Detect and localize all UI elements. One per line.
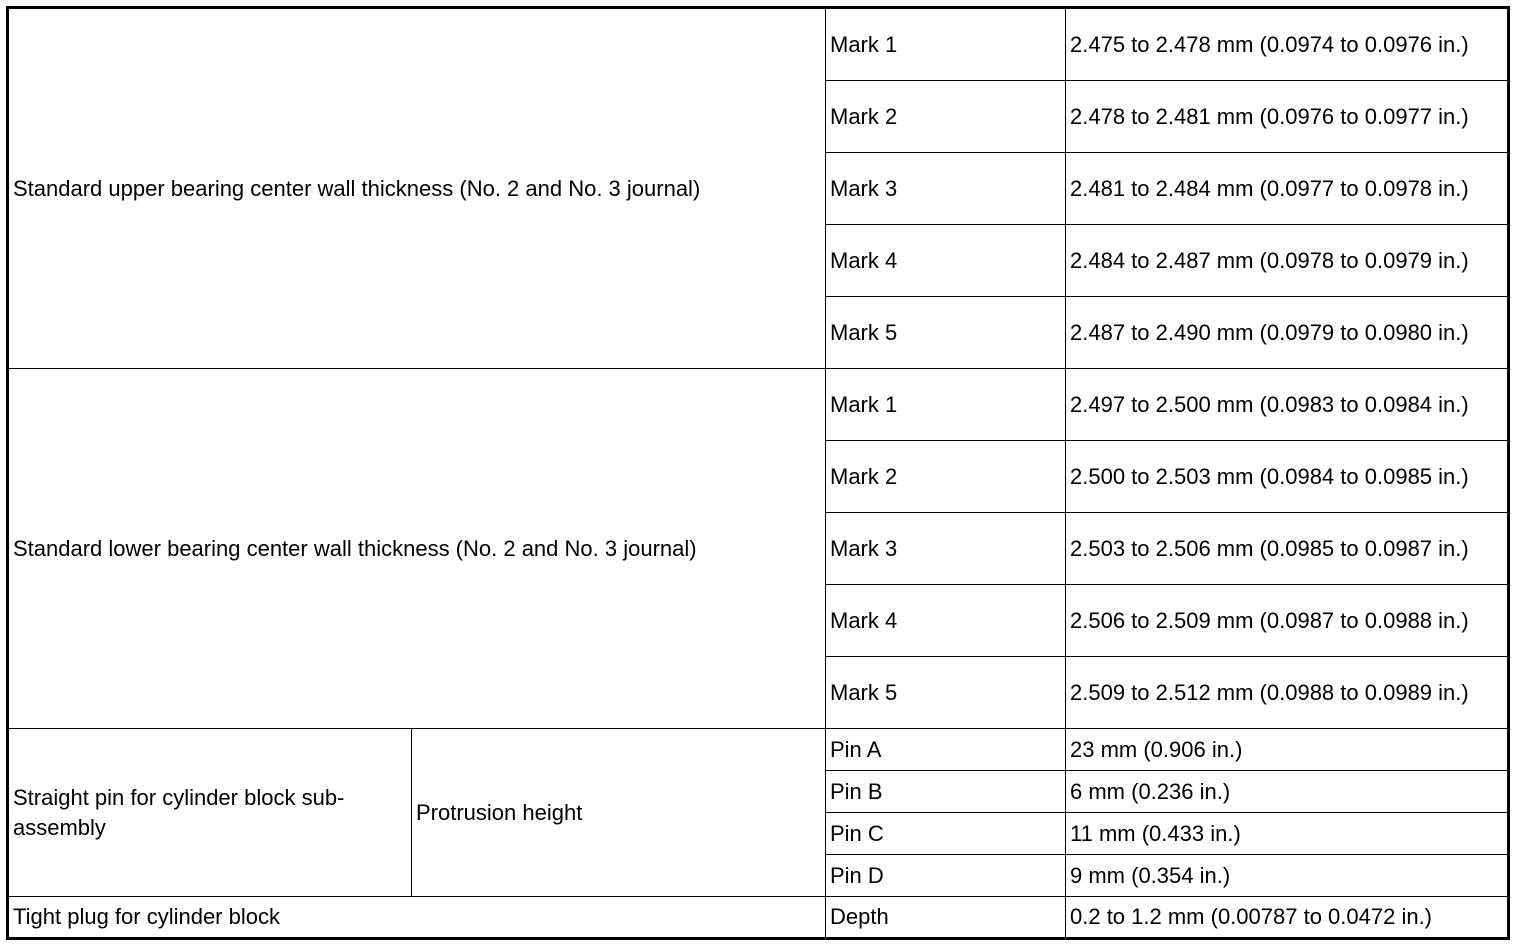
value-cell: 11 mm (0.433 in.) bbox=[1066, 813, 1509, 855]
table-row bbox=[8, 729, 1509, 771]
value-cell: 2.484 to 2.487 mm (0.0978 to 0.0979 in.) bbox=[1066, 225, 1509, 297]
value-cell: 2.478 to 2.481 mm (0.0976 to 0.0977 in.) bbox=[1066, 81, 1509, 153]
value-cell: 6 mm (0.236 in.) bbox=[1066, 771, 1509, 813]
mark-cell: Mark 4 bbox=[826, 585, 1066, 657]
mark-cell: Mark 3 bbox=[826, 513, 1066, 585]
table-row bbox=[8, 897, 1509, 939]
pin-name-cell: Pin A bbox=[826, 729, 1066, 771]
value-cell: 9 mm (0.354 in.) bbox=[1066, 855, 1509, 897]
mark-cell: Mark 5 bbox=[826, 657, 1066, 729]
pin-name-cell: Pin B bbox=[826, 771, 1066, 813]
value-cell: 0.2 to 1.2 mm (0.00787 to 0.0472 in.) bbox=[1066, 897, 1509, 939]
value-cell: 2.503 to 2.506 mm (0.0985 to 0.0987 in.) bbox=[1066, 513, 1509, 585]
value-cell: 2.500 to 2.503 mm (0.0984 to 0.0985 in.) bbox=[1066, 441, 1509, 513]
value-cell: 2.509 to 2.512 mm (0.0988 to 0.0989 in.) bbox=[1066, 657, 1509, 729]
straight-pin-label: Straight pin for cylinder block sub-assembly bbox=[8, 729, 412, 897]
value-cell: 23 mm (0.906 in.) bbox=[1066, 729, 1509, 771]
table-row bbox=[8, 369, 1509, 441]
table-row bbox=[8, 8, 1509, 81]
pin-name-cell: Pin D bbox=[826, 855, 1066, 897]
value-cell: 2.481 to 2.484 mm (0.0977 to 0.0978 in.) bbox=[1066, 153, 1509, 225]
spec-table bbox=[6, 6, 1510, 940]
mark-cell: Mark 1 bbox=[826, 369, 1066, 441]
mark-cell: Mark 2 bbox=[826, 441, 1066, 513]
value-cell: 2.475 to 2.478 mm (0.0974 to 0.0976 in.) bbox=[1066, 8, 1509, 81]
value-cell: 2.506 to 2.509 mm (0.0987 to 0.0988 in.) bbox=[1066, 585, 1509, 657]
value-cell: 2.487 to 2.490 mm (0.0979 to 0.0980 in.) bbox=[1066, 297, 1509, 369]
value-cell: 2.497 to 2.500 mm (0.0983 to 0.0984 in.) bbox=[1066, 369, 1509, 441]
lower-bearing-label: Standard lower bearing center wall thickness (No. 2 and No. 3 journal) bbox=[8, 369, 826, 729]
mark-cell: Mark 3 bbox=[826, 153, 1066, 225]
pin-name-cell: Pin C bbox=[826, 813, 1066, 855]
tight-plug-label: Tight plug for cylinder block bbox=[8, 897, 826, 939]
mark-cell: Mark 5 bbox=[826, 297, 1066, 369]
mark-cell: Mark 2 bbox=[826, 81, 1066, 153]
mark-cell: Mark 4 bbox=[826, 225, 1066, 297]
upper-bearing-label: Standard upper bearing center wall thickness (No. 2 and No. 3 journal) bbox=[8, 8, 826, 369]
protrusion-height-label: Protrusion height bbox=[412, 729, 826, 897]
depth-label: Depth bbox=[826, 897, 1066, 939]
mark-cell: Mark 1 bbox=[826, 8, 1066, 81]
